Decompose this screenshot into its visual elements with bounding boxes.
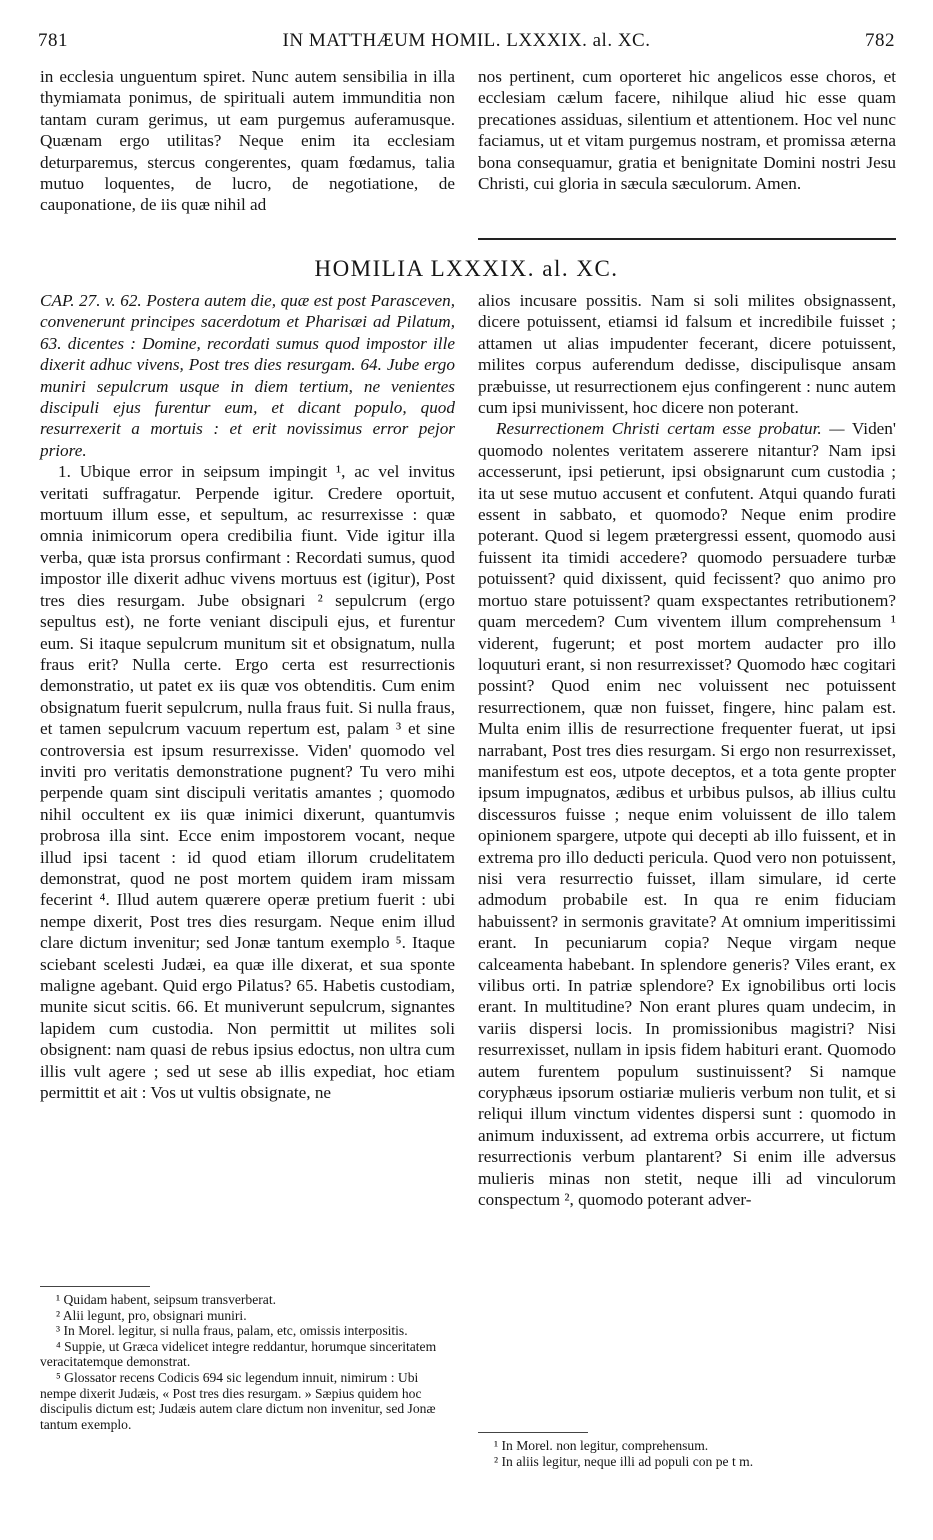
footnote-right-1: ¹ In Morel. non legitur, comprehensum. — [494, 1438, 709, 1453]
running-title: IN MATTHÆUM HOMIL. LXXXIX. al. XC. — [282, 30, 651, 51]
top-left-paragraph: in ecclesia unguentum spiret. Nunc autem sensibilia in illa thymiamata ponimus, de spirituali autem immunditia non tantam curam gerimus, ut eam purgemus auferamusque. Quænam ergo utilitas? Neque enim ita ecclesiam deturparemus, stercus congerentes, quam fœdamus, talia mutuo loquentes, de lucro, de negotiatione, de cauponatione, de iis quæ nihil ad — [40, 67, 455, 215]
section-heading: Resurrectionem Christi certam esse probatur. — — [496, 419, 845, 439]
footnote-left-1: ¹ Quidam habent, seipsum transverberat. — [56, 1292, 277, 1307]
footnote-left-4: ⁴ Suppie, ut Græca videlicet integre reddantur, horumque sinceritatem veracitatemque demonstrat. — [40, 1338, 437, 1370]
top-right-text — [478, 66, 896, 194]
scripture-passage: CAP. 27. v. 62. Postera autem die, quæ est post Parasceven, convenerunt principes sacerdotum et Pharisæi ad Pilatum, 63. dicentes : Domine, recordati sumus quod impostor ille dixerit adhuc vivens, Post tres dies resurgam. 64. Jube ergo muniri sepulcrum usque in diem tertium, ne venientes discipuli ejus furentur eum, et dicant populo, quod resurrexerit a mortuis : et erit novissimus error pejor priore. — [40, 291, 455, 460]
right-column — [478, 290, 896, 1210]
top-left-text — [40, 66, 455, 216]
right-paragraph-2 — [478, 418, 896, 1210]
footnotes-left — [40, 1292, 450, 1432]
page-number-right: 782 — [865, 30, 895, 51]
homily-title: HOMILIA LXXXIX. al. XC. — [314, 256, 619, 281]
footnote-left-3: ³ In Morel. legitur, si nulla fraus, palam, etc, omissis interpositis. — [56, 1323, 408, 1339]
footnote-left-5: ⁵ Glossator recens Codicis 694 sic legendum innuit, nimirum : Ubi nempe dixerit Judæis, « Post tres dies resurgam. » Sæpius quidem hoc discipulis dictum est; Judæis autem clare dictum non invenitur, sed Jonæ tantum exemplo. — [40, 1369, 436, 1432]
right-paragraph-1: alios incusare possitis. Nam si soli milites obsignassent, dicere potuissent, etiamsi id falsum et incredibile fuisset ; attamen ut alias impudenter fecerant, dicere potuissent, milites corpus auferendum dedisse, discipulisque ansam præbuisse, ut resurrectionem ejus confingerent : nunc autem cum ipsi munivissent, hoc dicere non poterant. — [478, 291, 896, 418]
footnote-rule-left — [40, 1286, 150, 1287]
left-column — [40, 290, 455, 1103]
footnote-rule-right — [478, 1432, 588, 1433]
top-right-paragraph: nos pertinent, cum oporteret hic angelicos esse choros, et ecclesiam cælum facere, nihilque aliud hic esse quam precationes assiduas, silentium et attentionem. Hoc vel nunc faciamus, ut et vitam purgemus nostram, et promissa æterna bona consequamur, gratia et benignitate Domini nostri Jesu Christi, cui gloria in sæcula sæculorum. Amen. — [478, 67, 896, 194]
footnotes-right — [478, 1438, 896, 1469]
section-divider — [478, 238, 896, 240]
left-body-paragraph: 1. Ubique error in seipsum impingit ¹, ac vel invitus veritati suffragatur. Perpende igitur. Credere oportuit, mortuum illum esse, et sepultum, ac resurrexisse : quæ omnia inimicorum opera credibilia fiunt. Vide igitur illa verba, quæ ista prorsus confirmant : Recordati sumus, quod impostor ille dixerit adhuc vivens mortuus est (igitur), Post tres dies resurgam. Jube obsignari ² sepulcrum (ergo sepultus est), ne forte veniant discipuli ejus, et furentur eum. Si itaque sepulcrum munitum sit et obsignatum, nulla fraus erit? Nulla certe. Ergo certa est resurrectionis demonstratio, ut patet ex iis quæ vos obtenditis. Cum enim obsignatum fuerit sepulcrum, nulla fraus fuit. Si nulla fraus, et tamen sepulcrum vacuum repertum est, palam ³ et sine controversia est ipsum resurrexisse. Viden' quomodo vel inviti pro veritatis demonstratione pugnent? Tu vero mihi perpende quam sint discipuli veritatis amantes ; quomodo nihil occultent ex iis quæ inimici dixerunt, quantumvis probrosa illa sint. Ecce enim impostorem vocant, neque illud ipsi tacent : id quod etiam illorum crudelitatem demonstrat, quod ne post mortem quidem iram missam fecerint ⁴. Illud autem quærere operæ pretium fuerit : ubi nempe dixerit, Post tres dies resurgam. Neque enim illud clare dictum invenitur; sed Jonæ tantum exemplo ⁵. Itaque sciebant scelesti Judæi, ea quæ ille dixerat, et sua sponte maligne agebant. Quid ergo Pilatus? 65. Habetis custodiam, munite sicut scitis. 66. Et muniverunt sepulcrum, signantes lapidem cum custodia. Non permittit ut milites soli obsignent: nam quasi de rebus ipsius edoctus, non ultra cum illis vult agere ; sed ut sese ab illis expediat, hoc etiam permittit et ait : Vos ut vultis obsignate, ne — [40, 462, 455, 1103]
footnote-left-2: ² Alii legunt, pro, obsignari muniri. — [56, 1307, 247, 1323]
right-paragraph-2-text: Viden' quomodo nolentes veritatem asserere nitantur? Nam ipsi accesserunt, ipsi petierunt, ipsi obsignarunt cum custodia ; ita ut sese mutuo accusent et confutent. Atqui quando furati essent in sabbato, et quomodo? Neque enim prodire poterant. Quod si legem prætergressi essent, quomodo ausi fuissent ita timidi accedere? quomodo persuadere turbæ potuissent? quid dixissent, quid fecissent? quo animo pro mortuo stare potuissent? quam exspectantes retributionem? quam mercedem? Cum viventem illum comprehensum ¹ viderent, fugerunt; et post mortem audacter pro illo loquuturi erant, si non resurrexisset? Quomodo hæc cogitari possint? Quod enim nec voluissent nec potuissent resurrectionem, quæ non fuisset, fingere, hinc palam est. Multa enim illis de resurrectione frequenter fuerat, ut ipsi narrabant, Post tres dies resurgam. Si ergo non resurrexisset, manifestum est eos, utpote deceptos, et a tota gente propter ipsum impugnatos, ædibus et urbibus pulsos, ab illius cultu discessuros fuisse ; neque enim voluissent de illo talem opinionem spargere, utpote qui decepti ab illo fuissent, et in extrema pro illo deducti pericula. Quod vero non potuissent, nisi vera resurrectio fuisset, illam simulare, id certe admodum probabile est. In qua re enim fiduciam habuissent? in sermonis gravitate? At omnium imperitissimi erant. In pecuniarum copia? Neque virgam neque calceamenta habebant. In splendore generis? Viles erant, ex vilibus orti. In patriæ splendore? Ex ignobilibus orti locis erant. In multitudine? Non erant plures quam undecim, in variis dispersi locis. In promissionibus magistri? Nisi resurrexisset, nullam in ipsis fidem habituri erant. Quomodo autem furentem populum sustinuissent? Si namque coryphæus ipsorum ostiariæ mulieris verbum non tulit, et si reliqui illum vinctum videntes dispersi sunt : quomodo in animum induxissent, ad extrema orbis accurrere, ut fictum resurrectionis verbum plantarent? Si enim ille adversus mulieris minas non stetit, neque illi ad vinculorum conspectum ², quomodo poterant adver- — [478, 419, 896, 1210]
page-number-left: 781 — [38, 30, 68, 51]
footnote-right-2: ² In aliis legitur, neque illi ad populi con pe t m. — [494, 1453, 754, 1469]
running-head — [38, 30, 895, 58]
